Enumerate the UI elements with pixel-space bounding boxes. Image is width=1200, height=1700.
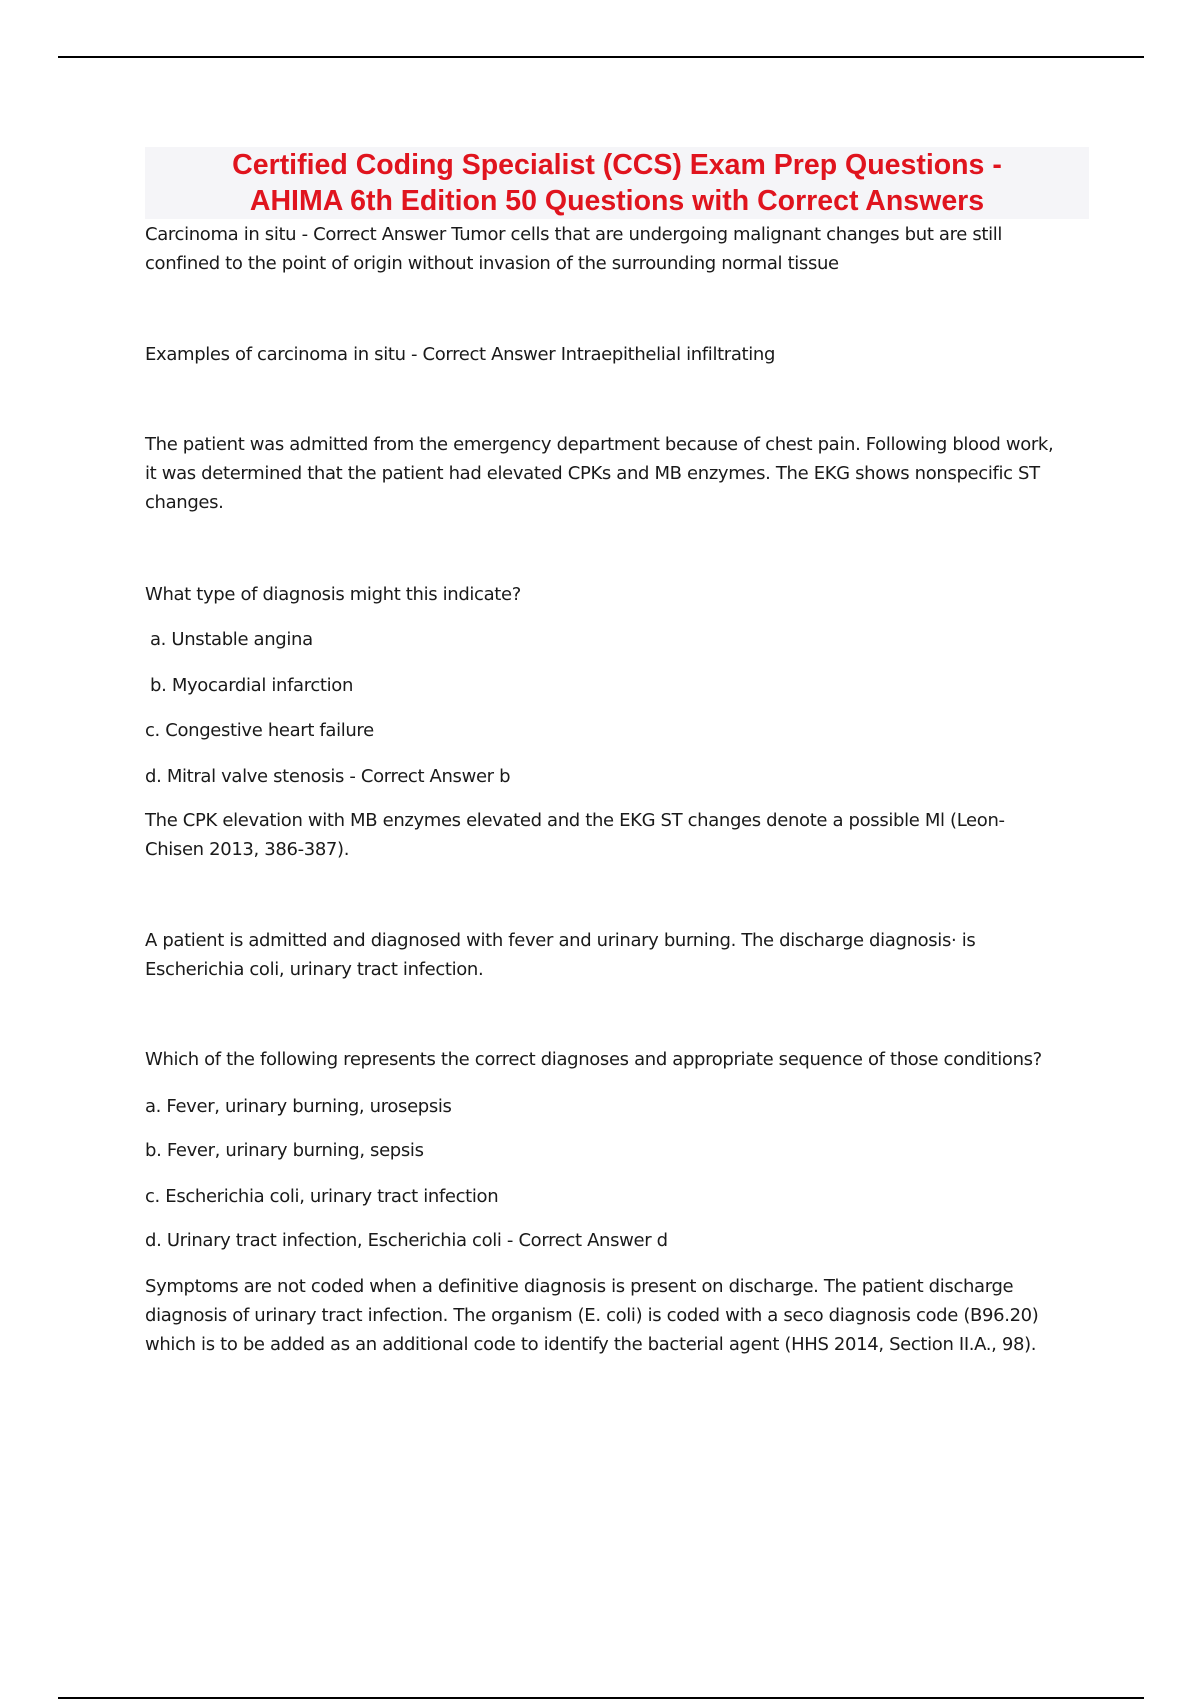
question-diagnosis-prompt: What type of diagnosis might this indicate? xyxy=(145,584,521,605)
option-a-fever-urosepsis: a. Fever, urinary burning, urosepsis xyxy=(145,1096,452,1117)
header-rule xyxy=(58,56,1144,58)
answer-carcinoma-examples: Examples of carcinoma in situ - Correct Answer Intraepithelial infiltrating xyxy=(145,344,776,365)
question-sequence-prompt: Which of the following represents the correct diagnoses and appropriate sequence of those conditions? xyxy=(145,1049,1042,1070)
option-d-mitral-valve-stenosis: d. Mitral valve stenosis - Correct Answer b xyxy=(145,766,511,787)
explanation-mi: The CPK elevation with MB enzymes elevated and the EKG ST changes denote a possible Ml (Leon- Chisen 2013, 386-387). xyxy=(145,810,1005,860)
option-c-congestive-heart-failure: c. Congestive heart failure xyxy=(145,720,374,741)
option-a-unstable-angina: a. Unstable angina xyxy=(150,629,313,650)
title-line-2: AHIMA 6th Edition 50 Questions with Correct Answers xyxy=(249,185,985,217)
option-b-myocardial-infarction: b. Myocardial infarction xyxy=(150,675,354,696)
option-b-fever-sepsis: b. Fever, urinary burning, sepsis xyxy=(145,1140,424,1161)
footer-rule xyxy=(58,1697,1144,1699)
option-c-ecoli-uti: c. Escherichia coli, urinary tract infection xyxy=(145,1186,499,1207)
title-line-1: Certified Coding Specialist (CCS) Exam Prep Questions - xyxy=(232,149,1002,181)
option-d-uti-ecoli: d. Urinary tract infection, Escherichia coli - Correct Answer d xyxy=(145,1230,668,1251)
question-chest-pain-stem: The patient was admitted from the emergency department because of chest pain. Following blood work, it was determined that the patient had elevated CPKs and MB enzymes. The EKG shows nonspecific ST changes. xyxy=(145,434,1054,513)
explanation-uti: Symptoms are not coded when a definitive diagnosis is present on discharge. The patient discharge diagnosis of urinary tract infection. The organism (E. coli) is coded with a seco diagnosis code (B96.20) which is to be added as an additional code to identify the bacterial agent (HHS 2014, Section II.A., 98). xyxy=(145,1276,1039,1355)
answer-carcinoma-in-situ: Carcinoma in situ - Correct Answer Tumor cells that are undergoing malignant changes but are still confined to the point of origin without invasion of the surrounding normal tissue xyxy=(145,224,1003,274)
question-uti-stem: A patient is admitted and diagnosed with fever and urinary burning. The discharge diagnosis· is Escherichia coli, urinary tract infection. xyxy=(145,930,976,980)
document-title xyxy=(145,147,1089,219)
